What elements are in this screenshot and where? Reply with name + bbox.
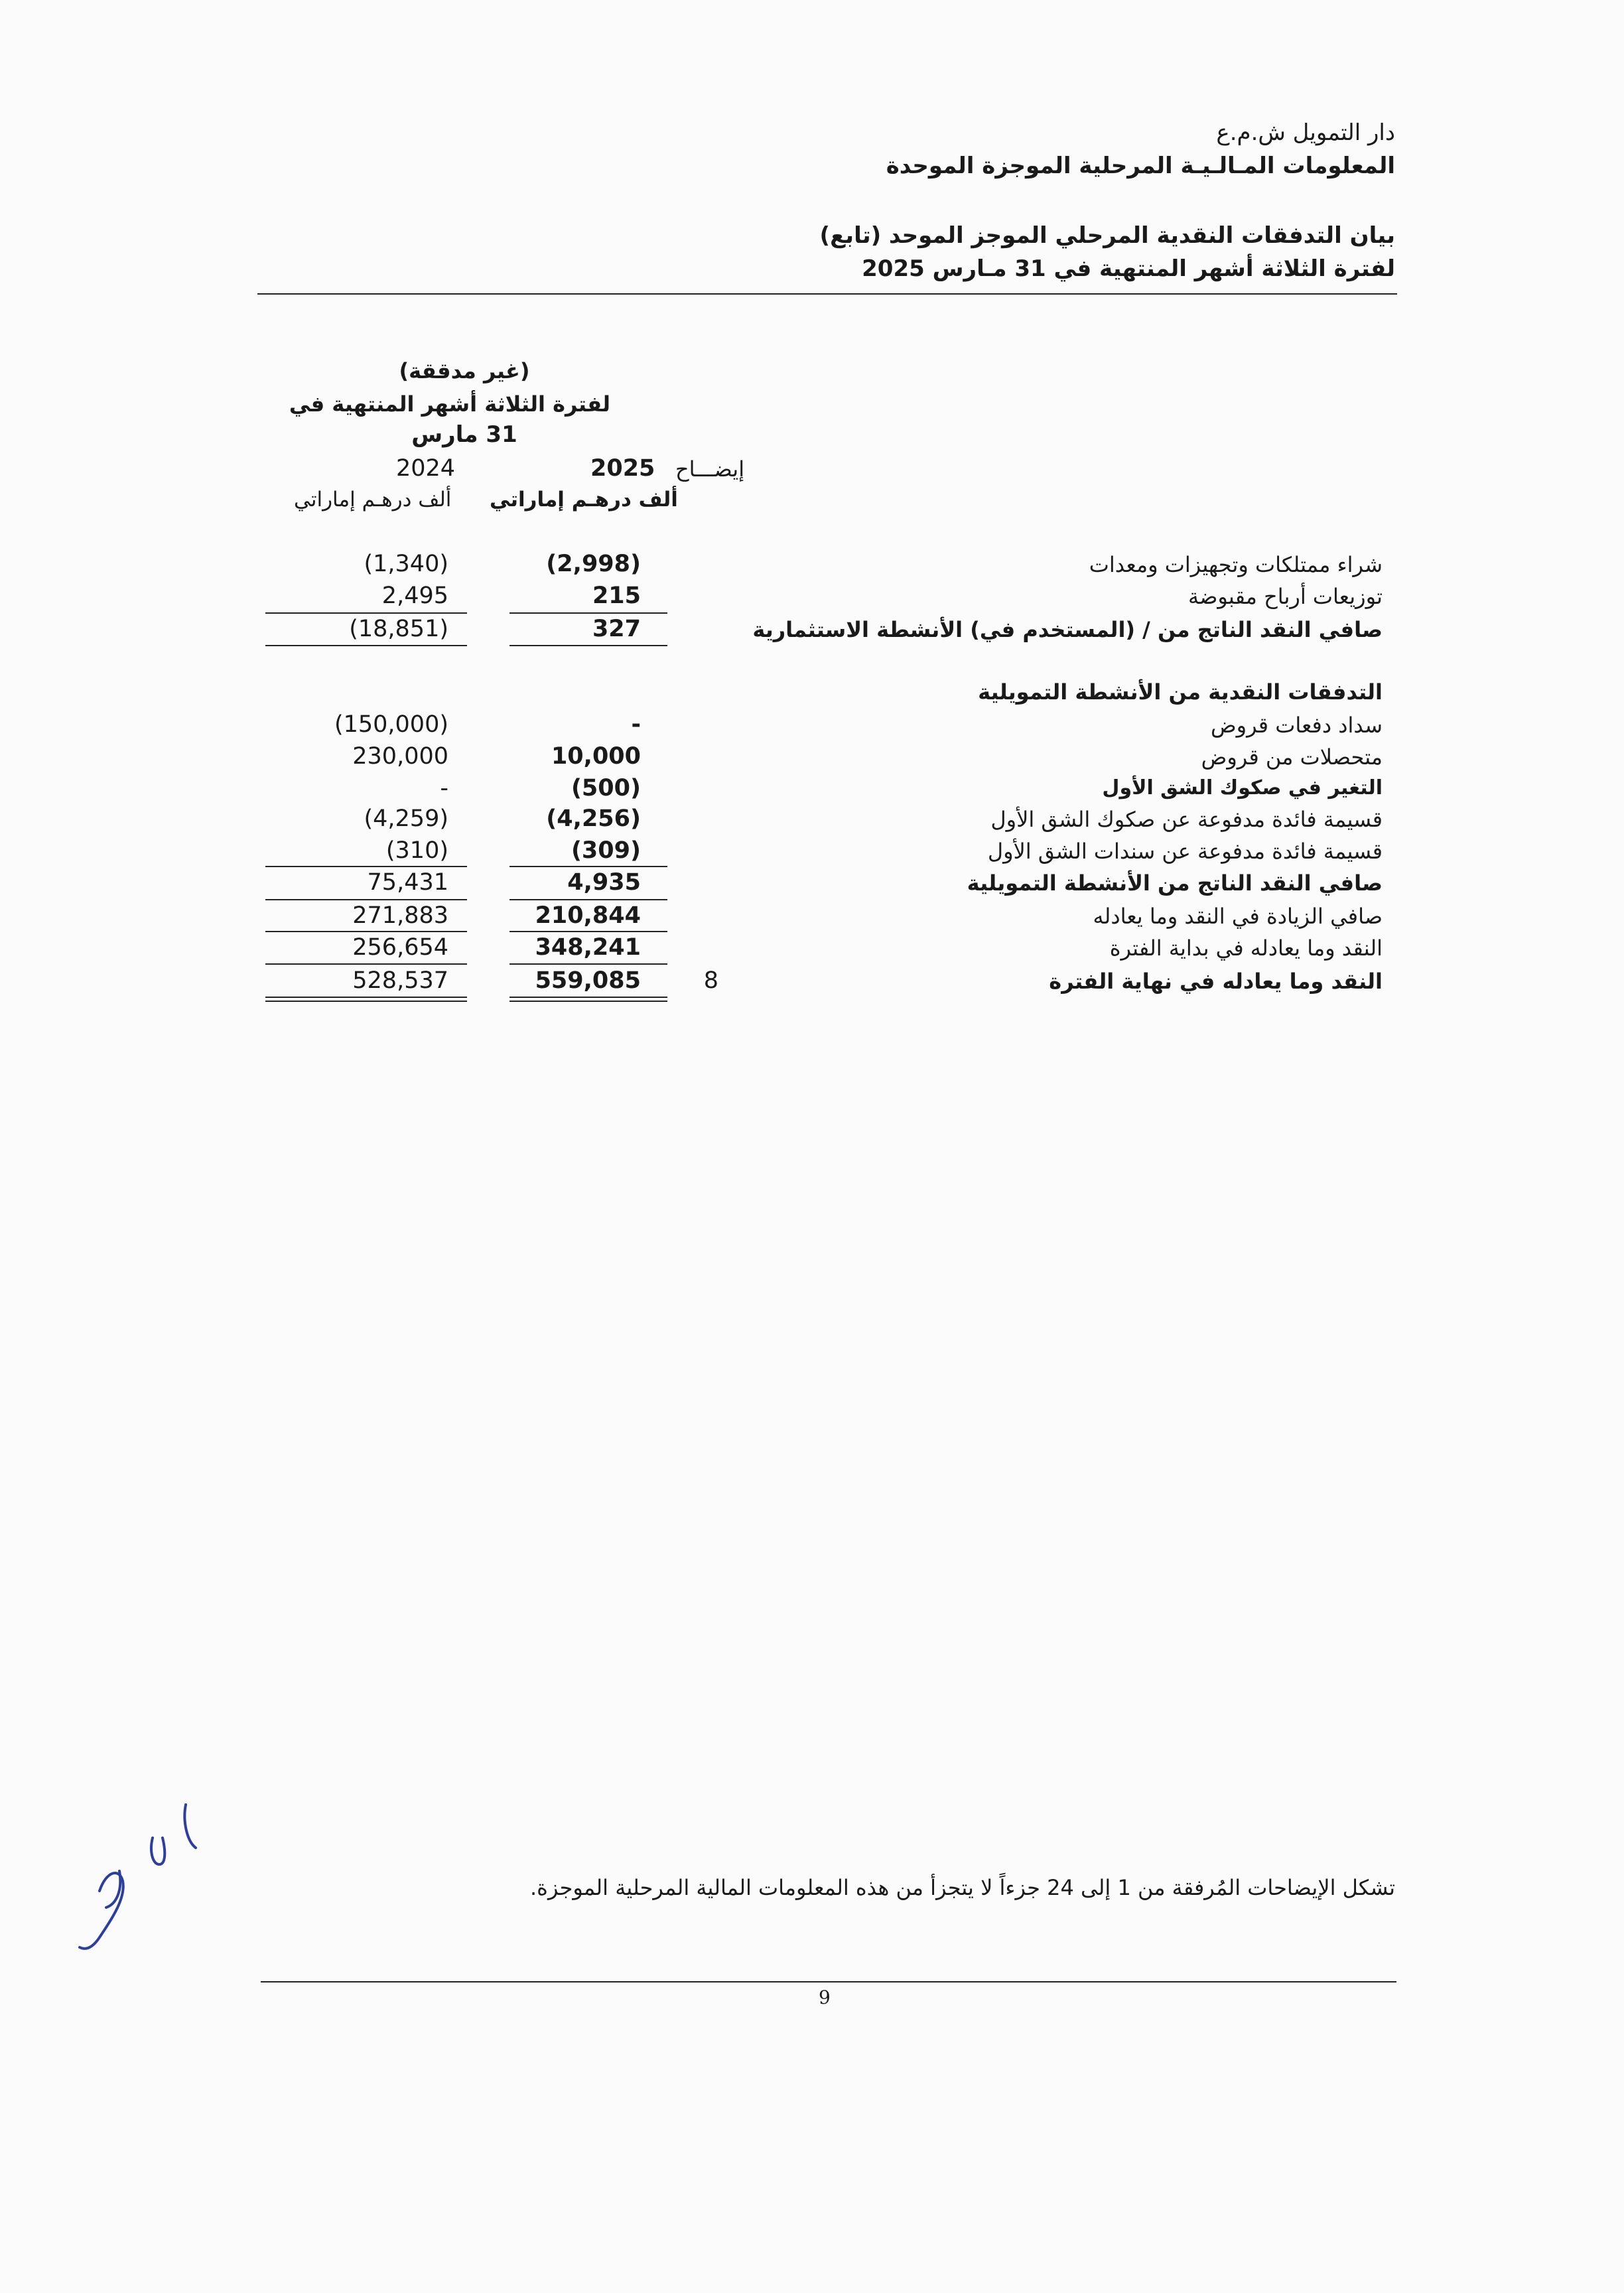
grand-total-line-2024 [265, 997, 467, 998]
row-label-net-financing: صافي النقد الناتج من الأنشطة التمويلية [967, 870, 1383, 896]
statement-title: بيان التدفقات النقدية المرحلي الموجز الموحد (تابع) [819, 222, 1395, 249]
row-label-loan-repayment: سداد دفعات قروض [1210, 713, 1383, 738]
row-value-2024: (4,259) [364, 805, 448, 832]
period-heading-line1: لفترة الثلاثة أشهر المنتهية في [289, 391, 610, 417]
row-label-sukuk-coupon: قسيمة فائدة مدفوعة عن صكوك الشق الأول [990, 807, 1383, 832]
row-value-2025: 215 [592, 583, 641, 609]
section-heading-financing: التدفقات النقدية من الأنشطة التمويلية [978, 679, 1383, 705]
signature-initials [60, 1791, 219, 1964]
total-line-2025 [509, 645, 667, 646]
document-title: المعلومات المـالـيـة المرحلية الموجزة الموحدة [886, 153, 1395, 179]
subtotal-line-2025 [509, 866, 667, 867]
row-label-net-increase-cash: صافي الزيادة في النقد وما يعادله [1093, 904, 1383, 929]
row-value-2024: (150,000) [334, 711, 448, 738]
row-label-bonds-coupon: قسيمة فائدة مدفوعة عن سندات الشق الأول [987, 839, 1383, 864]
row-value-2024: (310) [385, 837, 448, 864]
unit-2024-header: ألف درهـم إماراتي [294, 488, 452, 512]
row-label-tier1-sukuk-change: التغير في صكوك الشق الأول [1102, 776, 1383, 799]
subtotal-line-2025 [509, 931, 667, 932]
row-value-2025: 210,844 [535, 902, 641, 929]
row-value-2024: 230,000 [352, 743, 448, 770]
row-value-2024: 2,495 [381, 583, 448, 609]
footer-note: تشكل الإيضاحات المُرفقة من 1 إلى 24 جزءاً لا يتجزأ من هذه المعلومات المالية المرحلية الموجزة. [530, 1875, 1395, 1900]
row-label-purchase-ppe: شراء ممتلكات وتجهيزات ومعدات [1089, 552, 1383, 577]
row-value-2025: 10,000 [551, 743, 641, 770]
grand-total-line-2025 [509, 997, 667, 998]
subtotal-line-2024 [265, 931, 467, 932]
subtotal-line-2024 [265, 963, 467, 965]
subtotal-line-2025 [509, 612, 667, 614]
statement-period: لفترة الثلاثة أشهر المنتهية في 31 مـارس 2025 [862, 255, 1395, 282]
row-value-2024: 271,883 [352, 902, 448, 929]
header-divider [257, 293, 1397, 295]
row-value-2025: (500) [571, 775, 641, 801]
row-label-dividends-received: توزيعات أرباح مقبوضة [1188, 584, 1383, 609]
subtotal-line-2025 [509, 899, 667, 900]
row-note-ref: 8 [703, 967, 718, 994]
page-number: 9 [819, 1986, 831, 2008]
row-value-2025: 348,241 [535, 934, 641, 961]
year-2025-header: 2025 [590, 455, 655, 482]
note-column-header: إيضـــاح [675, 456, 745, 482]
row-value-2024: - [440, 775, 448, 801]
row-value-2025: 559,085 [535, 967, 641, 994]
row-value-2024: 256,654 [352, 934, 448, 961]
unaudited-label: (غير مدققة) [399, 358, 530, 383]
row-value-2025: 327 [592, 616, 641, 642]
row-label-cash-beginning: النقد وما يعادله في بداية الفترة [1109, 936, 1383, 961]
subtotal-line-2024 [265, 612, 467, 614]
subtotal-line-2025 [509, 963, 667, 965]
row-label-loan-proceeds: متحصلات من قروض [1201, 744, 1383, 770]
unit-2025-header: ألف درهـم إماراتي [490, 488, 678, 512]
grand-total-line-2024 [265, 1001, 467, 1002]
row-value-2025: (2,998) [546, 551, 641, 577]
row-value-2025: 4,935 [567, 869, 641, 896]
footer-divider [261, 1981, 1396, 1982]
row-value-2024: (18,851) [349, 616, 448, 642]
company-name: دار التمويل ش.م.ع [1216, 119, 1395, 146]
row-label-net-investing: صافي النقد الناتج من / (المستخدم في) الأنشطة الاستثمارية [752, 617, 1383, 642]
row-value-2025: - [631, 711, 641, 738]
total-line-2024 [265, 645, 467, 646]
row-label-cash-end: النقد وما يعادله في نهاية الفترة [1049, 969, 1383, 994]
subtotal-line-2024 [265, 899, 467, 900]
row-value-2025: (4,256) [546, 805, 641, 832]
row-value-2024: 528,537 [352, 967, 448, 994]
year-2024-header: 2024 [396, 455, 456, 482]
row-value-2024: (1,340) [364, 551, 448, 577]
grand-total-line-2025 [509, 1001, 667, 1002]
subtotal-line-2024 [265, 866, 467, 867]
period-heading-line2: 31 مارس [411, 421, 517, 448]
row-value-2025: (309) [571, 837, 641, 864]
row-value-2024: 75,431 [367, 869, 448, 896]
